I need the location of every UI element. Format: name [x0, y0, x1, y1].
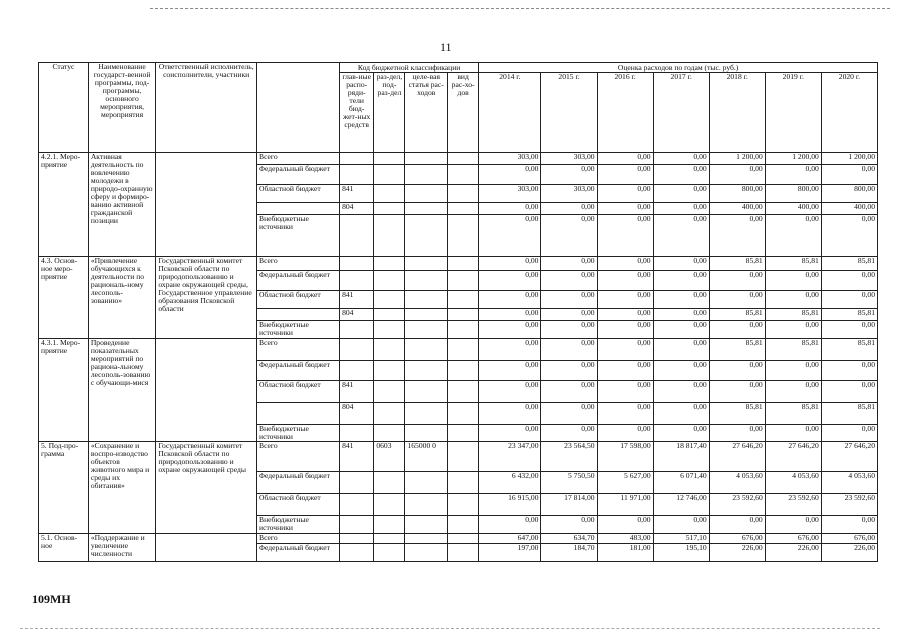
- cell-amount: 0,00: [479, 403, 541, 425]
- header-name: Наименование государст-венной программы, под-программы, основного мероприятия, мероприятия: [88, 63, 155, 153]
- cell-amount: 0,00: [653, 291, 709, 309]
- cell-name: «Привлечение обучающихся к деятельности по рациональ-ному лесополь-зованию»: [88, 257, 155, 339]
- cell-amount: 676,00: [765, 533, 821, 543]
- cell-status: 5. Под-про-грамма: [39, 441, 89, 533]
- cell-amount: 303,00: [541, 153, 597, 165]
- cell-amount: 400,00: [709, 203, 765, 215]
- cell-amount: 85,81: [765, 257, 821, 271]
- header-kbk-grbs: глав-ные распо-ряди-тели бюд-жет-ных средств: [340, 73, 374, 153]
- cell-grbs: [340, 425, 374, 442]
- cell-expense-type: [448, 403, 479, 425]
- cell-amount: 634,70: [541, 533, 597, 543]
- cell-target-article: [405, 515, 448, 533]
- cell-amount: 0,00: [597, 271, 653, 291]
- cell-amount: 0,00: [709, 321, 765, 339]
- cell-amount: 0,00: [541, 403, 597, 425]
- cell-target-article: [405, 543, 448, 561]
- cell-source: Всего: [257, 441, 340, 471]
- cell-amount: 226,00: [709, 543, 765, 561]
- cell-amount: 676,00: [709, 533, 765, 543]
- cell-amount: 0,00: [709, 291, 765, 309]
- cell-target-article: [405, 493, 448, 515]
- cell-amount: 1 200,00: [709, 153, 765, 165]
- cell-razdel: [374, 515, 405, 533]
- cell-amount: 0,00: [479, 321, 541, 339]
- cell-amount: 0,00: [597, 203, 653, 215]
- cell-amount: 517,10: [653, 533, 709, 543]
- cell-target-article: [405, 257, 448, 271]
- cell-razdel: [374, 309, 405, 321]
- cell-responsible: [156, 339, 257, 442]
- cell-amount: 0,00: [653, 381, 709, 403]
- cell-amount: 676,00: [821, 533, 877, 543]
- cell-amount: 800,00: [765, 185, 821, 203]
- cell-amount: 85,81: [821, 309, 877, 321]
- cell-amount: 0,00: [709, 381, 765, 403]
- cell-responsible: [156, 533, 257, 561]
- cell-name: Активная деятельность по вовлечению молодежи в природо-охранную сферу и формиро-ванию активной гражданской позиции: [88, 153, 155, 257]
- table-row: [39, 441, 878, 471]
- footer-code: 109МН: [32, 592, 71, 606]
- cell-expense-type: [448, 215, 479, 257]
- cell-amount: 0,00: [765, 215, 821, 257]
- cell-razdel: [374, 381, 405, 403]
- cell-amount: 12 746,00: [653, 493, 709, 515]
- cell-target-article: [405, 339, 448, 361]
- cell-grbs: 804: [340, 309, 374, 321]
- cell-responsible: Государственный комитет Псковской области по природопользованию и охране окружающей среды, Государственное управление образования Псковской области: [156, 257, 257, 339]
- cell-amount: 0,00: [597, 425, 653, 442]
- cell-target-article: [405, 361, 448, 381]
- cell-amount: 0,00: [541, 425, 597, 442]
- cell-amount: 0,00: [541, 215, 597, 257]
- cell-target-article: [405, 203, 448, 215]
- cell-expense-type: [448, 165, 479, 185]
- cell-amount: 85,81: [709, 257, 765, 271]
- cell-source: Федеральный бюджет: [257, 361, 340, 381]
- cell-expense-type: [448, 493, 479, 515]
- cell-amount: 27 646,20: [709, 441, 765, 471]
- cell-grbs: [340, 493, 374, 515]
- cell-amount: 647,00: [479, 533, 541, 543]
- cell-source: Внебюджетные источники: [257, 515, 340, 533]
- cell-grbs: [340, 165, 374, 185]
- cell-amount: 0,00: [541, 515, 597, 533]
- cell-razdel: [374, 271, 405, 291]
- cell-amount: 0,00: [479, 215, 541, 257]
- cell-name: «Поддержание и увеличение численности: [88, 533, 155, 561]
- cell-amount: 0,00: [479, 381, 541, 403]
- cell-amount: 0,00: [597, 339, 653, 361]
- cell-amount: 85,81: [821, 339, 877, 361]
- cell-expense-type: [448, 381, 479, 403]
- cell-amount: 303,00: [541, 185, 597, 203]
- cell-amount: 0,00: [541, 165, 597, 185]
- cell-expense-type: [448, 425, 479, 442]
- cell-amount: 1 200,00: [821, 153, 877, 165]
- header-estimate: Оценка расходов по годам (тыс. руб.): [479, 63, 878, 73]
- cell-source: Областной бюджет: [257, 381, 340, 403]
- cell-responsible: [156, 153, 257, 257]
- cell-amount: 0,00: [821, 291, 877, 309]
- header-year: 2020 г.: [821, 73, 877, 153]
- cell-grbs: 841: [340, 381, 374, 403]
- cell-name: «Сохранение и воспро-изводство объектов животного мира и среды их обитания»: [88, 441, 155, 533]
- cell-amount: 0,00: [541, 309, 597, 321]
- cell-grbs: [340, 515, 374, 533]
- cell-amount: 23 592,60: [765, 493, 821, 515]
- header-year: 2014 г.: [479, 73, 541, 153]
- cell-source: Всего: [257, 153, 340, 165]
- cell-amount: 0,00: [821, 381, 877, 403]
- cell-source: Областной бюджет: [257, 493, 340, 515]
- cell-amount: 800,00: [709, 185, 765, 203]
- cell-source: Федеральный бюджет: [257, 165, 340, 185]
- cell-amount: 0,00: [653, 257, 709, 271]
- cell-amount: 85,81: [709, 403, 765, 425]
- cell-razdel: [374, 493, 405, 515]
- cell-amount: 6 432,00: [479, 471, 541, 493]
- cell-amount: 0,00: [709, 271, 765, 291]
- cell-amount: 0,00: [709, 361, 765, 381]
- table-row: [39, 153, 878, 165]
- cell-amount: 27 646,20: [765, 441, 821, 471]
- cell-amount: 0,00: [541, 339, 597, 361]
- cell-target-article: [405, 381, 448, 403]
- scan-top-edge: [150, 8, 890, 10]
- cell-target-article: [405, 215, 448, 257]
- cell-expense-type: [448, 153, 479, 165]
- cell-amount: 0,00: [541, 257, 597, 271]
- cell-razdel: [374, 425, 405, 442]
- cell-amount: 0,00: [653, 339, 709, 361]
- cell-amount: 0,00: [597, 381, 653, 403]
- cell-razdel: [374, 165, 405, 185]
- cell-grbs: [340, 271, 374, 291]
- cell-amount: 85,81: [821, 257, 877, 271]
- cell-amount: 0,00: [765, 381, 821, 403]
- cell-source: Всего: [257, 533, 340, 543]
- cell-amount: 0,00: [821, 361, 877, 381]
- cell-source: [257, 203, 340, 215]
- cell-target-article: [405, 533, 448, 543]
- cell-amount: 181,00: [597, 543, 653, 561]
- cell-amount: 85,81: [821, 403, 877, 425]
- cell-amount: 303,00: [479, 153, 541, 165]
- header-kbk: Код бюджетной классификации: [340, 63, 479, 73]
- budget-table: [38, 62, 878, 562]
- cell-expense-type: [448, 441, 479, 471]
- cell-amount: 23 347,00: [479, 441, 541, 471]
- cell-amount: 0,00: [653, 403, 709, 425]
- cell-amount: 0,00: [653, 203, 709, 215]
- cell-razdel: [374, 291, 405, 309]
- cell-amount: 0,00: [597, 515, 653, 533]
- cell-status: 5.1. Основ-ное: [39, 533, 89, 561]
- cell-amount: 23 564,50: [541, 441, 597, 471]
- cell-amount: 5 627,00: [597, 471, 653, 493]
- cell-amount: 0,00: [765, 291, 821, 309]
- header-kbk-csr: целе-вая статья рас-ходов: [405, 73, 448, 153]
- cell-amount: 0,00: [597, 403, 653, 425]
- cell-target-article: [405, 153, 448, 165]
- cell-amount: 17 598,00: [597, 441, 653, 471]
- cell-amount: 483,00: [597, 533, 653, 543]
- cell-amount: 0,00: [765, 425, 821, 442]
- cell-razdel: [374, 185, 405, 203]
- cell-amount: 11 971,00: [597, 493, 653, 515]
- cell-source: Всего: [257, 257, 340, 271]
- cell-amount: 0,00: [597, 361, 653, 381]
- cell-expense-type: [448, 271, 479, 291]
- cell-amount: 0,00: [821, 215, 877, 257]
- cell-amount: 197,00: [479, 543, 541, 561]
- cell-amount: 4 053,60: [821, 471, 877, 493]
- cell-amount: 0,00: [653, 515, 709, 533]
- cell-amount: 0,00: [479, 339, 541, 361]
- cell-amount: 0,00: [541, 321, 597, 339]
- cell-amount: 0,00: [821, 165, 877, 185]
- cell-amount: 0,00: [709, 165, 765, 185]
- cell-grbs: 841: [340, 185, 374, 203]
- cell-target-article: [405, 185, 448, 203]
- cell-grbs: [340, 215, 374, 257]
- cell-razdel: [374, 321, 405, 339]
- cell-target-article: [405, 403, 448, 425]
- cell-source: Всего: [257, 339, 340, 361]
- cell-status: 4.2.1. Меро-приятие: [39, 153, 89, 257]
- cell-source: Областной бюджет: [257, 185, 340, 203]
- cell-amount: 0,00: [597, 257, 653, 271]
- cell-amount: 85,81: [765, 403, 821, 425]
- cell-amount: 0,00: [479, 361, 541, 381]
- cell-amount: 0,00: [653, 153, 709, 165]
- table-body: [39, 153, 878, 562]
- cell-target-article: [405, 165, 448, 185]
- header-year: 2016 г.: [597, 73, 653, 153]
- cell-amount: 0,00: [653, 185, 709, 203]
- cell-expense-type: [448, 309, 479, 321]
- cell-razdel: [374, 471, 405, 493]
- header-source: [257, 63, 340, 153]
- cell-amount: 303,00: [479, 185, 541, 203]
- cell-grbs: [340, 321, 374, 339]
- cell-status: 4.3. Основ-ное меро-приятие: [39, 257, 89, 339]
- cell-amount: 17 814,00: [541, 493, 597, 515]
- header-responsible: Ответственный исполнитель, соисполнители, участники: [156, 63, 257, 153]
- cell-amount: 0,00: [653, 321, 709, 339]
- cell-expense-type: [448, 339, 479, 361]
- cell-amount: 85,81: [709, 309, 765, 321]
- cell-expense-type: [448, 515, 479, 533]
- cell-grbs: [340, 471, 374, 493]
- cell-grbs: 804: [340, 203, 374, 215]
- cell-amount: 0,00: [541, 361, 597, 381]
- table-header: [39, 63, 878, 153]
- cell-amount: 85,81: [765, 309, 821, 321]
- cell-expense-type: [448, 471, 479, 493]
- cell-grbs: [340, 533, 374, 543]
- cell-amount: 0,00: [709, 215, 765, 257]
- cell-razdel: 0603: [374, 441, 405, 471]
- cell-target-article: [405, 471, 448, 493]
- cell-amount: 0,00: [479, 425, 541, 442]
- cell-amount: 0,00: [709, 515, 765, 533]
- cell-amount: 0,00: [653, 425, 709, 442]
- cell-amount: 23 592,60: [821, 493, 877, 515]
- cell-source: [257, 403, 340, 425]
- cell-amount: 0,00: [765, 321, 821, 339]
- cell-amount: 0,00: [541, 291, 597, 309]
- cell-razdel: [374, 203, 405, 215]
- cell-status: 4.3.1. Меро-приятие: [39, 339, 89, 442]
- cell-amount: 0,00: [479, 165, 541, 185]
- cell-target-article: [405, 271, 448, 291]
- cell-amount: 0,00: [597, 215, 653, 257]
- cell-source: Федеральный бюджет: [257, 471, 340, 493]
- cell-amount: 800,00: [821, 185, 877, 203]
- cell-amount: 85,81: [765, 339, 821, 361]
- cell-amount: 195,10: [653, 543, 709, 561]
- cell-expense-type: [448, 291, 479, 309]
- cell-amount: 0,00: [541, 271, 597, 291]
- cell-amount: 0,00: [821, 425, 877, 442]
- cell-source: Федеральный бюджет: [257, 543, 340, 561]
- scan-bottom-edge: [20, 628, 880, 630]
- cell-amount: 18 817,40: [653, 441, 709, 471]
- cell-amount: 0,00: [653, 361, 709, 381]
- cell-razdel: [374, 257, 405, 271]
- cell-target-article: [405, 309, 448, 321]
- cell-amount: 0,00: [541, 381, 597, 403]
- cell-amount: 6 071,40: [653, 471, 709, 493]
- cell-amount: 0,00: [653, 271, 709, 291]
- cell-razdel: [374, 543, 405, 561]
- cell-amount: 16 915,00: [479, 493, 541, 515]
- cell-amount: 0,00: [479, 257, 541, 271]
- cell-amount: 0,00: [479, 515, 541, 533]
- cell-razdel: [374, 533, 405, 543]
- cell-razdel: [374, 215, 405, 257]
- cell-amount: 0,00: [479, 291, 541, 309]
- table-row: [39, 339, 878, 361]
- table-row: [39, 257, 878, 271]
- cell-amount: 1 200,00: [765, 153, 821, 165]
- cell-amount: 0,00: [597, 291, 653, 309]
- cell-target-article: 165000 0: [405, 441, 448, 471]
- cell-amount: 0,00: [597, 165, 653, 185]
- cell-amount: 0,00: [765, 515, 821, 533]
- cell-razdel: [374, 153, 405, 165]
- cell-grbs: 804: [340, 403, 374, 425]
- cell-grbs: [340, 361, 374, 381]
- cell-amount: 27 646,20: [821, 441, 877, 471]
- cell-source: Федеральный бюджет: [257, 271, 340, 291]
- cell-amount: 0,00: [597, 321, 653, 339]
- cell-expense-type: [448, 203, 479, 215]
- cell-amount: 0,00: [597, 153, 653, 165]
- cell-amount: 0,00: [541, 203, 597, 215]
- cell-amount: 0,00: [479, 309, 541, 321]
- cell-amount: 184,70: [541, 543, 597, 561]
- header-kbk-vr: вид рас-хо-дов: [448, 73, 479, 153]
- cell-amount: 0,00: [821, 321, 877, 339]
- cell-expense-type: [448, 185, 479, 203]
- cell-amount: 0,00: [653, 165, 709, 185]
- cell-amount: 0,00: [821, 515, 877, 533]
- cell-amount: 0,00: [653, 215, 709, 257]
- header-year: 2019 г.: [765, 73, 821, 153]
- cell-amount: 4 053,60: [709, 471, 765, 493]
- cell-amount: 0,00: [709, 425, 765, 442]
- cell-amount: 0,00: [479, 203, 541, 215]
- cell-target-article: [405, 425, 448, 442]
- cell-amount: 85,81: [709, 339, 765, 361]
- cell-amount: 226,00: [821, 543, 877, 561]
- cell-grbs: [340, 153, 374, 165]
- cell-responsible: Государственный комитет Псковской области по природопользованию и охране окружающей среды: [156, 441, 257, 533]
- cell-source: Областной бюджет: [257, 291, 340, 309]
- cell-expense-type: [448, 361, 479, 381]
- cell-target-article: [405, 321, 448, 339]
- header-year: 2018 г.: [709, 73, 765, 153]
- page-number: 11: [440, 40, 452, 54]
- cell-amount: 4 053,60: [765, 471, 821, 493]
- cell-target-article: [405, 291, 448, 309]
- cell-expense-type: [448, 257, 479, 271]
- cell-amount: 0,00: [597, 185, 653, 203]
- cell-grbs: [340, 543, 374, 561]
- cell-source: Внебюджетные источники: [257, 425, 340, 442]
- cell-expense-type: [448, 543, 479, 561]
- cell-grbs: 841: [340, 291, 374, 309]
- cell-source: Внебюджетные источники: [257, 215, 340, 257]
- cell-expense-type: [448, 321, 479, 339]
- cell-amount: 0,00: [597, 309, 653, 321]
- cell-razdel: [374, 403, 405, 425]
- cell-amount: 400,00: [821, 203, 877, 215]
- header-year: 2015 г.: [541, 73, 597, 153]
- cell-amount: 0,00: [765, 165, 821, 185]
- header-kbk-rz: раз-дел, под-раз-дел: [374, 73, 405, 153]
- cell-source: [257, 309, 340, 321]
- cell-name: Проведение показательных мероприятий по рациона-льному лесополь-зованию с обучающи-мися: [88, 339, 155, 442]
- cell-source: Внебюджетные источники: [257, 321, 340, 339]
- cell-grbs: 841: [340, 441, 374, 471]
- header-status: Статус: [39, 63, 89, 153]
- cell-amount: 0,00: [653, 309, 709, 321]
- header-year: 2017 г.: [653, 73, 709, 153]
- cell-expense-type: [448, 533, 479, 543]
- cell-grbs: [340, 339, 374, 361]
- cell-amount: 23 592,60: [709, 493, 765, 515]
- cell-razdel: [374, 339, 405, 361]
- cell-amount: 226,00: [765, 543, 821, 561]
- cell-amount: 0,00: [765, 271, 821, 291]
- cell-razdel: [374, 361, 405, 381]
- cell-amount: 400,00: [765, 203, 821, 215]
- cell-amount: 0,00: [479, 271, 541, 291]
- table-row: [39, 533, 878, 543]
- cell-grbs: [340, 257, 374, 271]
- cell-amount: 5 750,50: [541, 471, 597, 493]
- cell-amount: 0,00: [821, 271, 877, 291]
- cell-amount: 0,00: [765, 361, 821, 381]
